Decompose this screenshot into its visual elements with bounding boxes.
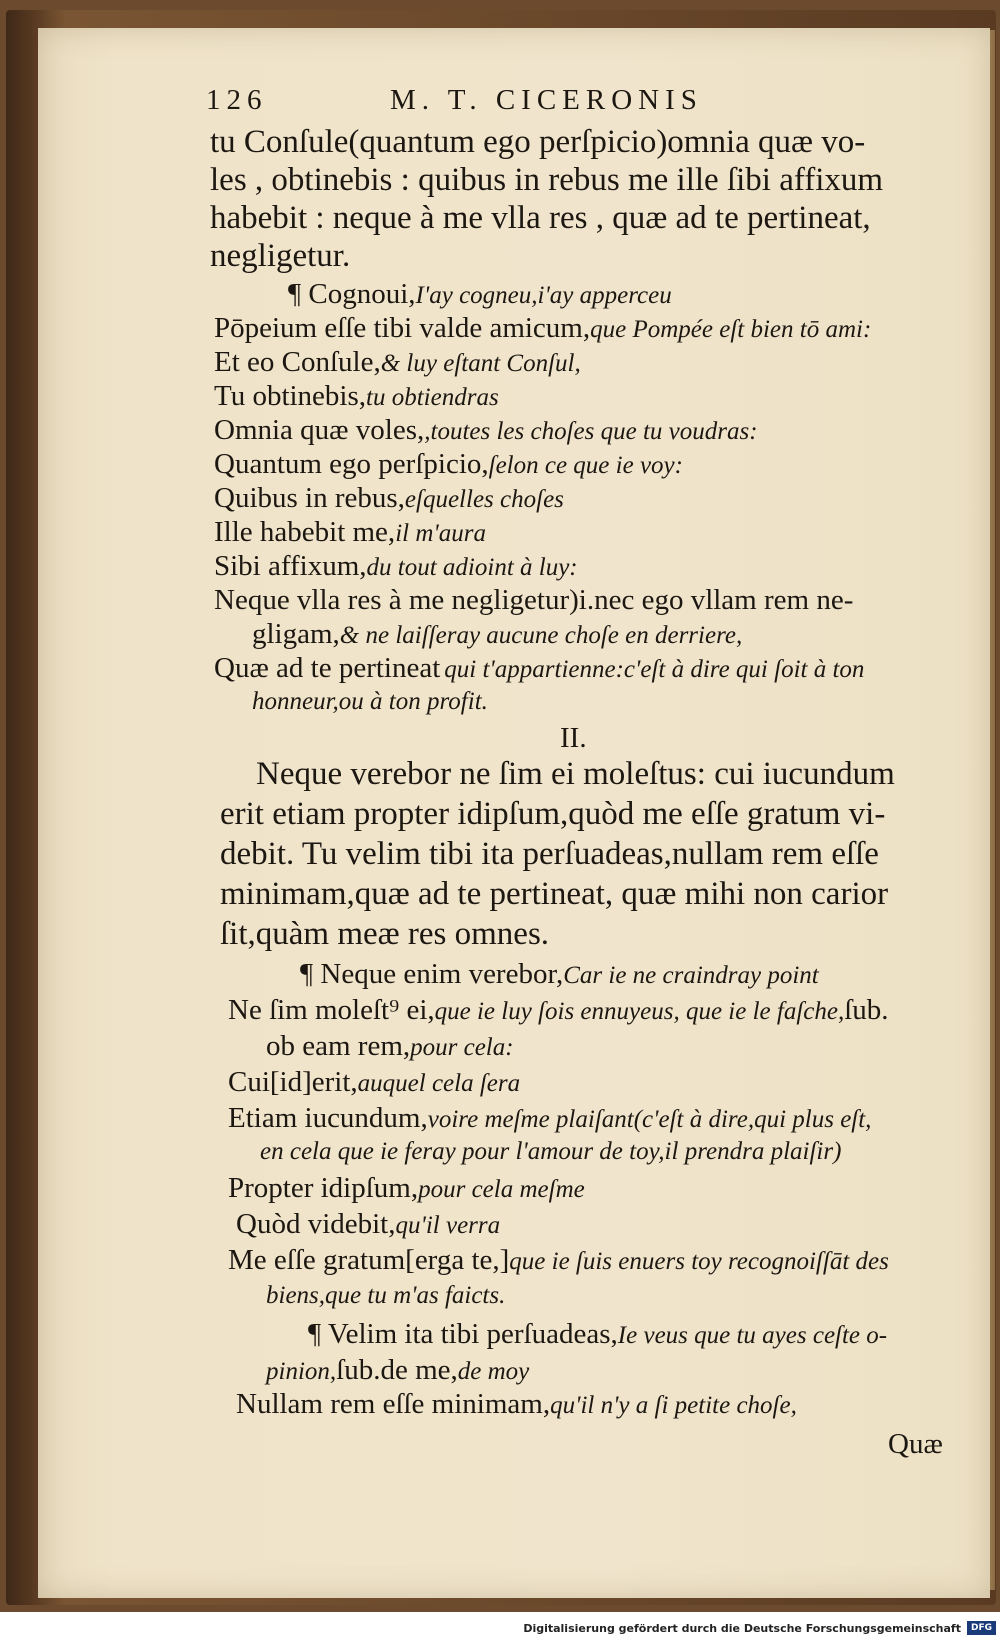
text-line: tu Conſule(quantum ego perſpicio)omnia quæ vo- bbox=[210, 124, 866, 160]
catchword: Quæ bbox=[888, 1428, 943, 1460]
gloss-line bbox=[228, 994, 889, 1027]
gloss-line bbox=[228, 1244, 889, 1277]
gloss-line bbox=[266, 1354, 529, 1387]
gloss-line bbox=[300, 958, 819, 991]
gloss-line bbox=[214, 448, 683, 481]
gloss-french: Ie veus que tu ayes ceſte o- bbox=[617, 1322, 888, 1349]
gloss-french: pinion, bbox=[266, 1358, 337, 1385]
gloss-latin: Pōpeium eſſe tibi valde amicum, bbox=[214, 312, 591, 344]
gloss-french: que ie luy ſois ennuyeus, que ie le faſche, bbox=[434, 998, 845, 1025]
text-line: habebit : neque à me vlla res , quæ ad te pertineat, bbox=[210, 200, 871, 236]
gloss-latin: Me eſſe gratum[erga te,] bbox=[228, 1244, 510, 1276]
gloss-line bbox=[214, 380, 499, 413]
gloss-line bbox=[214, 516, 486, 549]
gloss-latin: Ille habebit me, bbox=[214, 516, 396, 548]
gloss-line bbox=[236, 1208, 500, 1241]
gloss-latin: Quòd videbit, bbox=[236, 1208, 396, 1240]
footer-credit bbox=[523, 1616, 996, 1640]
gloss-line bbox=[236, 1388, 797, 1421]
gloss-french: ſelon ce que ie voy: bbox=[488, 452, 683, 479]
gloss-line bbox=[214, 550, 578, 583]
gloss-line bbox=[214, 312, 871, 345]
gloss-line bbox=[214, 482, 564, 515]
gloss-latin: Propter idipſum, bbox=[228, 1172, 419, 1204]
gloss-latin: Quibus in rebus, bbox=[214, 482, 405, 514]
gloss-french: tu obtiendras bbox=[366, 384, 499, 411]
running-title: M. T. CICERONIS bbox=[390, 84, 703, 116]
gloss-latin: Quantum ego perſpicio, bbox=[214, 448, 489, 480]
gloss-latin: Et eo Conſule, bbox=[214, 346, 381, 378]
gloss-latin: Quæ ad te pertineat bbox=[214, 652, 441, 684]
gloss-line bbox=[214, 414, 758, 447]
text-line: Neque verebor ne ſim ei moleſtus: cui iucundum bbox=[256, 756, 895, 792]
text-line: debit. Tu velim tibi ita perſuadeas,nullam rem eſſe bbox=[220, 836, 879, 872]
text-line: erit etiam propter idipſum,quòd me eſſe gratum vi- bbox=[220, 796, 886, 832]
text-line: minimam,quæ ad te pertineat, quæ mihi non carior bbox=[220, 876, 889, 912]
gloss-french: que Pompée eſt bien tō ami: bbox=[590, 316, 872, 343]
gloss-french: I'ay cogneu,i'ay apperceu bbox=[415, 282, 672, 309]
gloss-french: voire meſme plaiſant(c'eſt à dire,qui plus eſt, bbox=[427, 1106, 872, 1133]
gloss-latin: ¶ Cognoui, bbox=[288, 278, 416, 310]
gloss-french: de moy bbox=[457, 1358, 530, 1385]
gloss-line bbox=[308, 1318, 887, 1351]
gloss-latin: ¶ Neque enim verebor, bbox=[300, 958, 564, 990]
gloss-french: que ie ſuis enuers toy recognoiſſāt des bbox=[509, 1248, 889, 1275]
book-page bbox=[38, 28, 990, 1598]
gloss-french: du tout adioint à luy: bbox=[366, 554, 578, 581]
gloss-french: en cela que ie feray pour l'amour de toy,il prendra plaiſir) bbox=[260, 1138, 842, 1165]
gloss-french: il m'aura bbox=[395, 520, 486, 547]
gloss-latin: Cui[id]erit, bbox=[228, 1066, 358, 1098]
gloss-latin: ob eam rem, bbox=[266, 1030, 411, 1062]
text-line: ſit,quàm meæ res omnes. bbox=[220, 916, 550, 952]
gloss-line: Neque vlla res à me negligetur)i.nec ego vllam rem ne- bbox=[214, 584, 854, 616]
gloss-latin: Ne ſim moleſt⁹ ei, bbox=[228, 994, 435, 1026]
gloss-line bbox=[214, 346, 581, 379]
gloss-latin: ſub. bbox=[844, 994, 889, 1026]
gloss-french: ,toutes les choſes que tu voudras: bbox=[424, 418, 758, 445]
gloss-line bbox=[252, 618, 742, 651]
text-line: negligetur. bbox=[210, 238, 351, 274]
gloss-french: & luy eſtant Conſul, bbox=[380, 350, 581, 377]
gloss-line bbox=[228, 1102, 871, 1135]
gloss-latin: ¶ Velim ita tibi perſuadeas, bbox=[308, 1318, 618, 1350]
gloss-french: qu'il verra bbox=[395, 1212, 501, 1239]
gloss-french: qu'il n'y a ſi petite choſe, bbox=[550, 1392, 797, 1419]
text-line: les , obtinebis : quibus in rebus me ille ſibi affixum bbox=[210, 162, 884, 198]
gloss-latin: Tu obtinebis, bbox=[214, 380, 367, 412]
gloss-french: Car ie ne craindray point bbox=[563, 962, 819, 989]
gloss-latin: gligam, bbox=[252, 618, 340, 650]
dfg-logo: DFG bbox=[967, 1621, 996, 1635]
gloss-latin: Etiam iucundum, bbox=[228, 1102, 428, 1134]
gloss-latin: Nullam rem eſſe minimam, bbox=[236, 1388, 551, 1420]
gloss-french: biens,que tu m'as faicts. bbox=[266, 1282, 506, 1309]
gloss-french: pour cela meſme bbox=[418, 1176, 585, 1203]
gloss-french: eſquelles choſes bbox=[404, 486, 564, 513]
section-number: II. bbox=[560, 722, 587, 754]
gloss-latin: ſub.de me, bbox=[336, 1354, 458, 1386]
gloss-french: & ne laiſſeray aucune choſe en derriere, bbox=[339, 622, 743, 649]
gloss-line bbox=[228, 1066, 520, 1099]
gloss-line bbox=[214, 652, 864, 685]
gloss-line bbox=[228, 1172, 585, 1205]
funding-credit: Digitalisierung gefördert durch die Deutsche Forschungsgemeinschaft bbox=[523, 1621, 961, 1635]
page-number: 126 bbox=[206, 84, 268, 116]
gloss-latin: Omnia quæ voles, bbox=[214, 414, 425, 446]
gloss-line bbox=[288, 278, 672, 311]
gloss-line bbox=[266, 1030, 514, 1063]
gloss-french: qui t'appartienne:c'eſt à dire qui ſoit à ton bbox=[444, 656, 865, 683]
page-text bbox=[38, 28, 990, 1598]
gloss-french: auquel cela ſera bbox=[357, 1070, 521, 1097]
gloss-french: pour cela: bbox=[410, 1034, 514, 1061]
gloss-latin: Sibi affixum, bbox=[214, 550, 367, 582]
gloss-french: honneur,ou à ton profit. bbox=[252, 688, 488, 715]
